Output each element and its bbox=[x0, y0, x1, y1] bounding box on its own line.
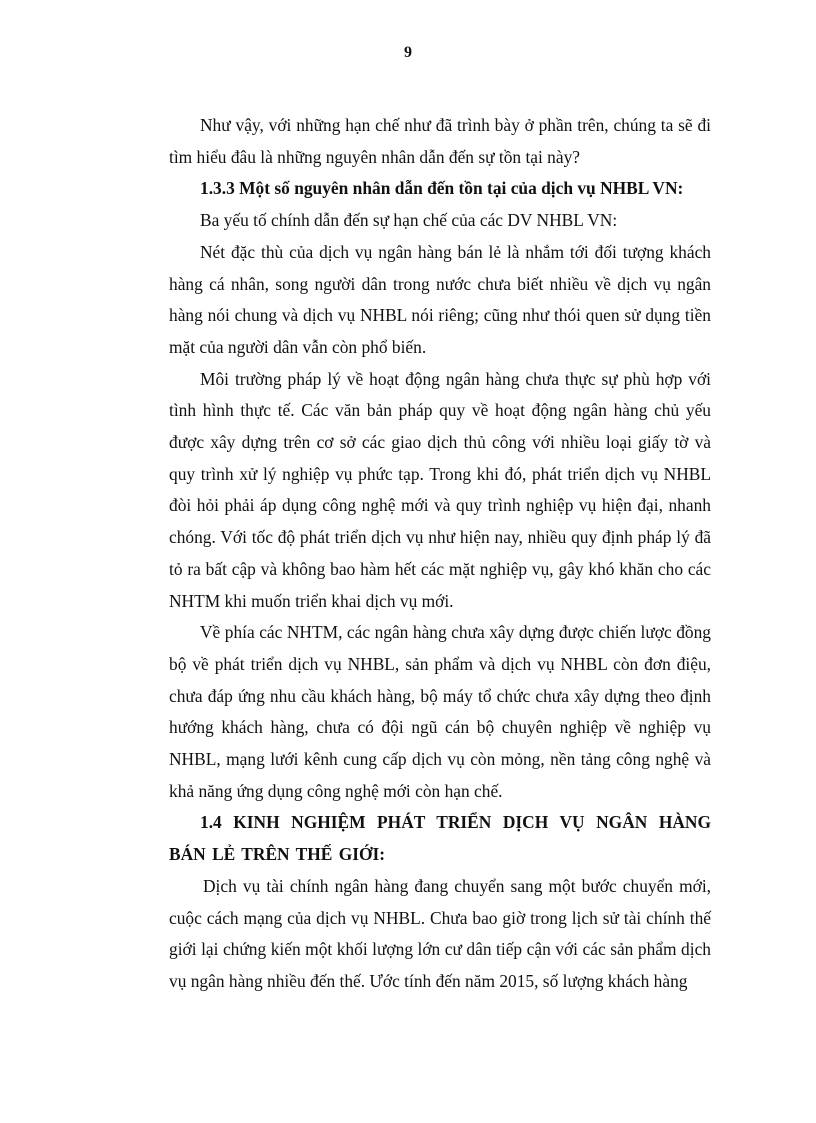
section-1-3-3-heading: 1.3.3 Một số nguyên nhân dẫn đến tồn tại của dịch vụ NHBL VN: bbox=[200, 178, 684, 199]
page-number: 9 bbox=[404, 44, 412, 61]
factor-2-paragraph: Môi trường pháp lý về hoạt động ngân hàng chưa thực sự phù hợp với tình hình thực tế. Các văn bản pháp quy về hoạt động ngân hàng chủ yếu được xây dựng trên cơ sở các giao dịch thủ công với nhiều loại giấy tờ và quy trình xử lý nghiệp vụ phức tạp. Trong khi đó, phát triển dịch vụ NHBL đòi hỏi phải áp dụng công nghệ mới và quy trình nghiệp vụ hiện đại, nhanh chóng. Với tốc độ phát triển dịch vụ như hiện nay, nhiều quy định pháp lý đã tỏ ra bất cập và không bao hàm hết các mặt nghiệp vụ, gây khó khăn cho các NHTM khi muốn triển khai dịch vụ mới. bbox=[169, 368, 711, 611]
section-1-4-paragraph: Dịch vụ tài chính ngân hàng đang chuyển sang một bước chuyển mới, cuộc cách mạng của dịch vụ NHBL. Chưa bao giờ trong lịch sử tài chính thế giới lại chứng kiến một khối lượng lớn cư dân tiếp cận với các sản phẩm dịch vụ ngân hàng nhiều đến thế. Ước tính đến năm 2015, số lượng khách hàng bbox=[169, 875, 711, 991]
factor-3-paragraph: Về phía các NHTM, các ngân hàng chưa xây dựng được chiến lược đồng bộ về phát triển dịch vụ NHBL, sản phẩm và dịch vụ NHBL còn đơn điệu, chưa đáp ứng nhu cầu khách hàng, bộ máy tổ chức chưa xây dựng theo định hướng khách hàng, chưa có đội ngũ cán bộ chuyên nghiệp về nghiệp vụ NHBL, mạng lưới kênh cung cấp dịch vụ còn mỏng, nền tảng công nghệ và khả năng ứng dụng công nghệ mới còn hạn chế. bbox=[169, 622, 711, 801]
document-body bbox=[169, 110, 711, 998]
factors-intro-paragraph: Ba yếu tố chính dẫn đến sự hạn chế của các DV NHBL VN: bbox=[200, 210, 618, 231]
factor-1-paragraph: Nét đặc thù của dịch vụ ngân hàng bán lẻ là nhắm tới đối tượng khách hàng cá nhân, song người dân trong nước chưa biết nhiều về dịch vụ ngân hàng nói chung và dịch vụ NHBL nói riêng; cũng như thói quen sử dụng tiền mặt của người dân vẫn còn phổ biến. bbox=[169, 241, 711, 357]
section-1-4-heading: 1.4 KINH NGHIỆM PHÁT TRIỂN DỊCH VỤ NGÂN HÀNG BÁN LẺ TRÊN THẾ GIỚI: bbox=[169, 812, 711, 865]
intro-paragraph: Như vậy, với những hạn chế như đã trình bày ở phần trên, chúng ta sẽ đi tìm hiểu đâu là những nguyên nhân dẫn đến sự tồn tại này? bbox=[169, 115, 711, 167]
